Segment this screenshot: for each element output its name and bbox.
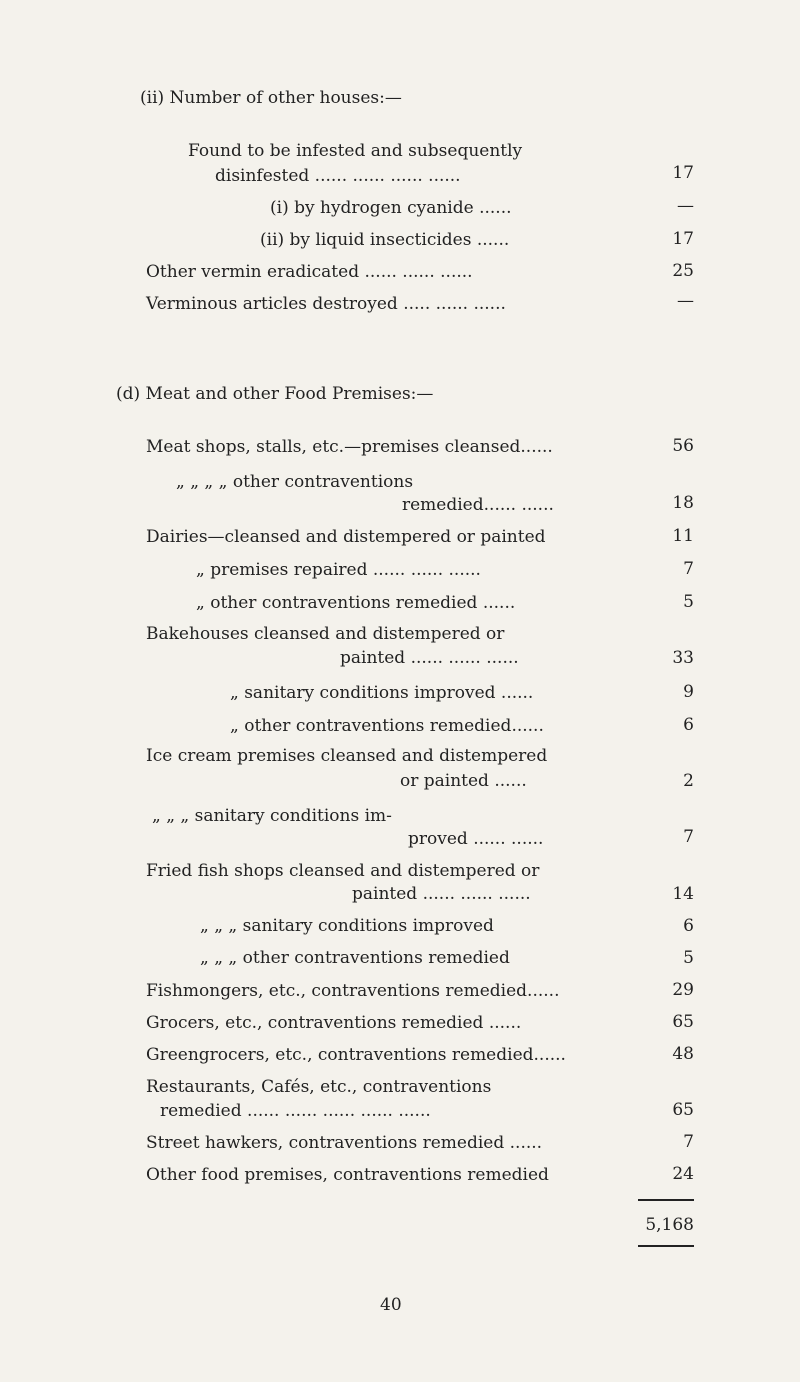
row-text: Other vermin eradicated ...... ...... ...... (146, 262, 473, 282)
row-text: or painted ...... (400, 771, 527, 791)
row-value: 56 (672, 436, 694, 456)
row-text: (ii) by liquid insecticides ...... (260, 230, 510, 250)
section-d-heading: (d) Meat and other Food Premises:— (116, 384, 434, 404)
row-value: 17 (672, 163, 694, 183)
row-text: Found to be infested and subsequently (188, 141, 523, 161)
row-text: Grocers, etc., contraventions remedied ...... (146, 1013, 522, 1033)
row-value: 2 (683, 771, 694, 791)
row-value: 6 (683, 916, 694, 936)
row-value: 65 (672, 1100, 694, 1120)
row-text: Fried fish shops cleansed and distempered or (146, 861, 540, 881)
row-text: remedied...... ...... (402, 495, 554, 515)
section-ii-heading: (ii) Number of other houses:— (140, 88, 402, 108)
row-value: 5 (683, 948, 694, 968)
row-text: Meat shops, stalls, etc.—premises cleansed...... (146, 437, 553, 457)
row-text: „ sanitary conditions improved ...... (230, 683, 534, 703)
row-text: remedied ...... ...... ...... ...... ...... (160, 1101, 431, 1121)
row-value: 29 (672, 980, 694, 1000)
row-text: Bakehouses cleansed and distempered or (146, 624, 505, 644)
row-text: Street hawkers, contraventions remedied ...... (146, 1133, 543, 1153)
row-text: Restaurants, Cafés, etc., contraventions (146, 1077, 492, 1097)
row-text: „ other contraventions remedied ...... (196, 593, 516, 613)
row-value: — (677, 291, 694, 311)
row-text: „ „ „ sanitary conditions im- (152, 806, 392, 826)
row-value: 48 (672, 1044, 694, 1064)
row-value: 5 (683, 592, 694, 612)
row-text: „ „ „ sanitary conditions improved (200, 916, 494, 936)
row-value: 33 (672, 648, 694, 668)
row-value: 25 (672, 261, 694, 281)
row-value: 7 (683, 1132, 694, 1152)
row-value: 65 (672, 1012, 694, 1032)
row-value: — (677, 196, 694, 216)
row-value: 9 (683, 682, 694, 702)
total-value: 5,168 (645, 1215, 694, 1235)
page-number: 40 (380, 1295, 402, 1315)
row-text: painted ...... ...... ...... (352, 884, 531, 904)
row-value: 24 (672, 1164, 694, 1184)
row-text: disinfested ...... ...... ...... ...... (215, 166, 461, 186)
row-text: „ other contraventions remedied...... (230, 716, 544, 736)
row-text: „ premises repaired ...... ...... ...... (196, 560, 481, 580)
row-value: 14 (672, 884, 694, 904)
row-value: 11 (672, 526, 694, 546)
row-text: Other food premises, contraventions remedied (146, 1165, 549, 1185)
row-text: (i) by hydrogen cyanide ...... (270, 198, 512, 218)
row-value: 17 (672, 229, 694, 249)
row-text: Fishmongers, etc., contraventions remedied...... (146, 981, 560, 1001)
total-rule-bottom (638, 1245, 694, 1247)
row-value: 18 (672, 493, 694, 513)
row-text: Greengrocers, etc., contraventions remedied...... (146, 1045, 566, 1065)
row-text: Ice cream premises cleansed and distempered (146, 746, 548, 766)
row-text: painted ...... ...... ...... (340, 648, 519, 668)
row-text: proved ...... ...... (408, 829, 544, 849)
row-text: „ „ „ „ other contraventions (176, 472, 414, 492)
row-value: 7 (683, 827, 694, 847)
row-value: 7 (683, 559, 694, 579)
total-rule-top (638, 1199, 694, 1201)
row-text: Dairies—cleansed and distempered or painted (146, 527, 546, 547)
row-value: 6 (683, 715, 694, 735)
row-text: Verminous articles destroyed ..... ...... ...... (146, 294, 506, 314)
row-text: „ „ „ other contraventions remedied (200, 948, 510, 968)
